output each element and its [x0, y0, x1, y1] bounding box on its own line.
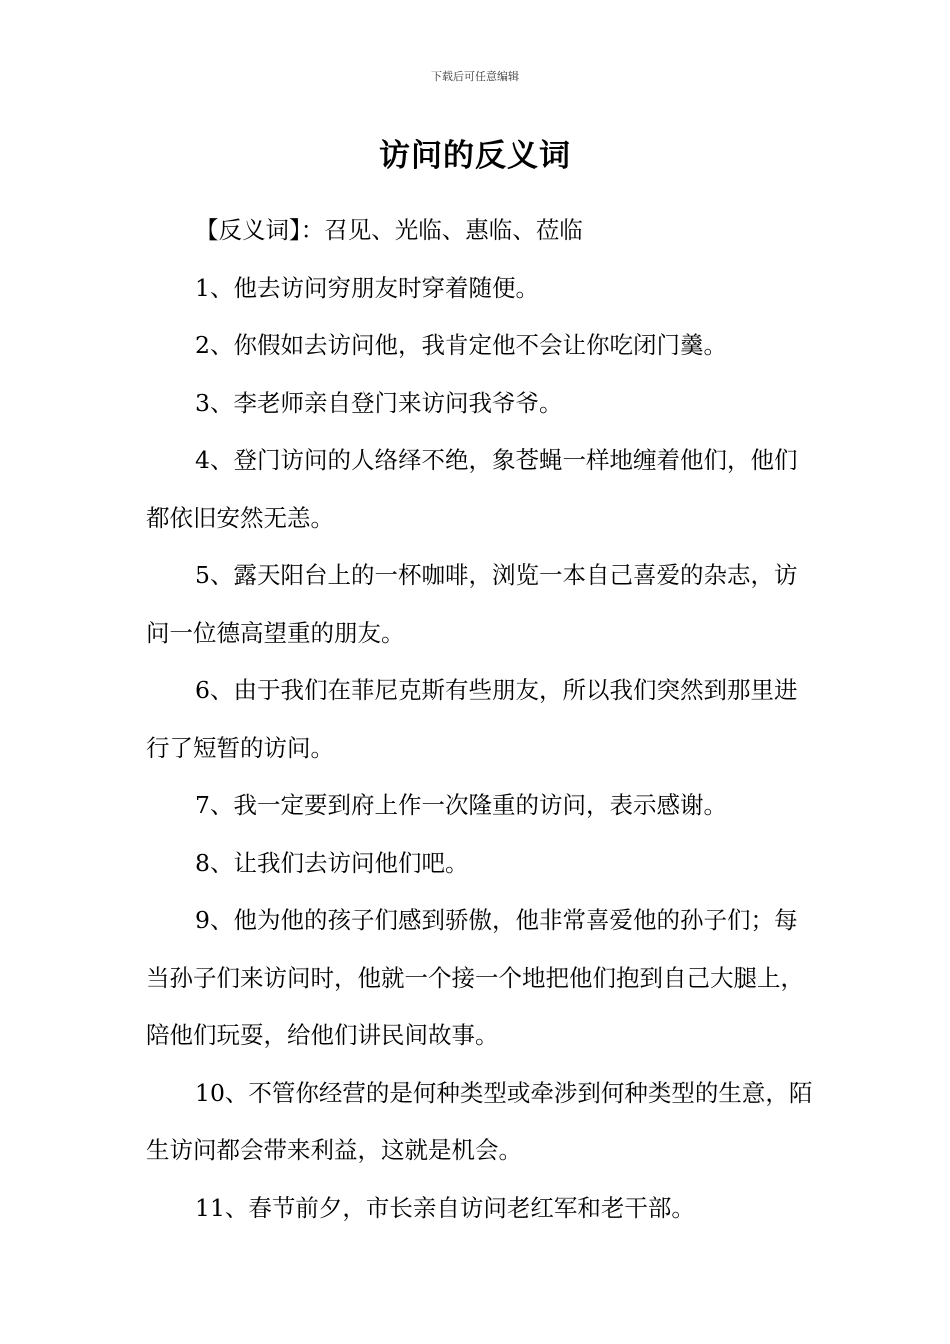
sentence-6: 6、由于我们在菲尼克斯有些朋友，所以我们突然到那里进行了短暂的访问。	[146, 676, 798, 762]
sentence-4: 4、登门访问的人络绎不绝，象苍蝇一样地缠着他们，他们都依旧安然无恙。	[146, 446, 798, 532]
sentence-1: 1、他去访问穷朋友时穿着随便。	[195, 273, 539, 302]
sentence-9: 9、他为他的孩子们感到骄傲，他非常喜爱他的孙子们；每当孙子们来访问时，他就一个接一个地把他们抱到自己大腿上，陪他们玩耍，给他们讲民间故事。	[146, 906, 804, 1049]
document-body	[146, 202, 816, 1237]
sentence-5: 5、露天阳台上的一杯咖啡，浏览一本自己喜爱的杂志，访问一位德高望重的朋友。	[146, 561, 798, 647]
sentence-10: 10、不管你经营的是何种类型或牵涉到何种类型的生意，陌生访问都会带来利益，这就是机会。	[146, 1078, 813, 1164]
sentence-2: 2、你假如去访问他，我肯定他不会让你吃闭门羹。	[195, 331, 727, 359]
sentence-11: 11、春节前夕，市长亲自访问老红军和老干部。	[195, 1193, 695, 1222]
header-note: 下载后可任意编辑	[431, 70, 519, 83]
sentence-7: 7、我一定要到府上作一次隆重的访问，表示感谢。	[195, 791, 727, 819]
page-title: 访问的反义词	[379, 138, 571, 174]
antonym-line: 【反义词】：召见、光临、惠临、莅临	[195, 216, 583, 244]
sentence-3: 3、李老师亲自登门来访问我爷爷。	[195, 388, 563, 417]
sentence-8: 8、让我们去访问他们吧。	[195, 848, 469, 877]
